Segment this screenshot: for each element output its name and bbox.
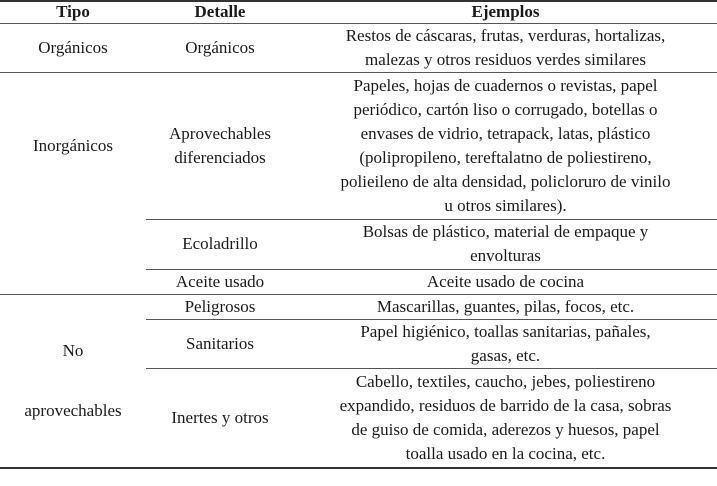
row-organicos-ejemplos xyxy=(294,24,717,72)
row-peligrosos-detalle: Peligrosos xyxy=(184,297,256,316)
ejemplos-line: de guiso de comida, aderezos y huesos, papel xyxy=(351,420,660,439)
ejemplos-line: Papel higiénico, toallas sanitarias, pañales, xyxy=(360,322,651,341)
row-aceite-ejemplos: Aceite usado de cocina xyxy=(426,272,585,291)
row-peligrosos-ejemplos: Mascarillas, guantes, pilas, focos, etc. xyxy=(376,297,635,316)
row-aprovechables-detalle xyxy=(146,73,294,219)
row-ecoladrillo-ejemplos xyxy=(294,220,717,268)
row-sanitarios-detalle: Sanitarios xyxy=(186,334,254,353)
row-organicos-detalle: Orgánicos xyxy=(185,38,255,57)
ejemplos-line: toalla usado en la cocina, etc. xyxy=(405,444,606,463)
header-ejemplos: Ejemplos xyxy=(471,2,540,21)
ejemplos-line: gasas, etc. xyxy=(470,346,541,365)
ejemplos-line: Restos de cáscaras, frutas, verduras, hortalizas, xyxy=(345,26,666,45)
row-organicos-tipo: Orgánicos xyxy=(38,38,108,57)
ejemplos-line: envolturas xyxy=(470,246,541,265)
tipo-line: No xyxy=(62,341,84,360)
ejemplos-line: Papeles, hojas de cuadernos o revistas, papel xyxy=(353,76,658,95)
ejemplos-line: envases de vidrio, tetrapack, latas, plástico xyxy=(360,124,651,143)
tipo-line: aprovechables xyxy=(24,401,122,420)
row-aceite-detalle: Aceite usado xyxy=(175,272,265,291)
row-inertes-ejemplos xyxy=(294,369,717,467)
row-inertes-detalle: Inertes y otros xyxy=(171,408,269,427)
ejemplos-line: periódico, cartón liso o corrugado, botellas o xyxy=(353,100,658,119)
detalle-line: Aprovechables xyxy=(169,124,271,143)
header-tipo: Tipo xyxy=(56,2,90,21)
header-detalle: Detalle xyxy=(194,2,246,21)
row-inorganicos-tipo: Inorgánicos xyxy=(33,136,113,155)
ejemplos-line: (polipropileno, tereftalatno de poliestireno, xyxy=(359,148,652,167)
ejemplos-line: Bolsas de plástico, material de empaque y xyxy=(362,222,649,241)
row-ecoladrillo-detalle: Ecoladrillo xyxy=(182,234,258,253)
ejemplos-line: polieileno de alta densidad, policloruro de vinilo xyxy=(340,172,671,191)
ejemplos-line: u otros similares). xyxy=(444,196,567,215)
table-bottom-rule xyxy=(0,467,717,469)
ejemplos-line: malezas y otros residuos verdes similares xyxy=(365,50,646,69)
row-aprovechables-ejemplos xyxy=(294,73,717,219)
ejemplos-line: Cabello, textiles, caucho, jebes, poliestireno xyxy=(355,372,656,391)
row-no-aprovechables-tipo xyxy=(0,295,146,467)
row-sanitarios-ejemplos xyxy=(294,320,717,368)
ejemplos-line: expandido, residuos de barrido de la casa, sobras xyxy=(339,396,672,415)
detalle-line: diferenciados xyxy=(174,148,266,167)
